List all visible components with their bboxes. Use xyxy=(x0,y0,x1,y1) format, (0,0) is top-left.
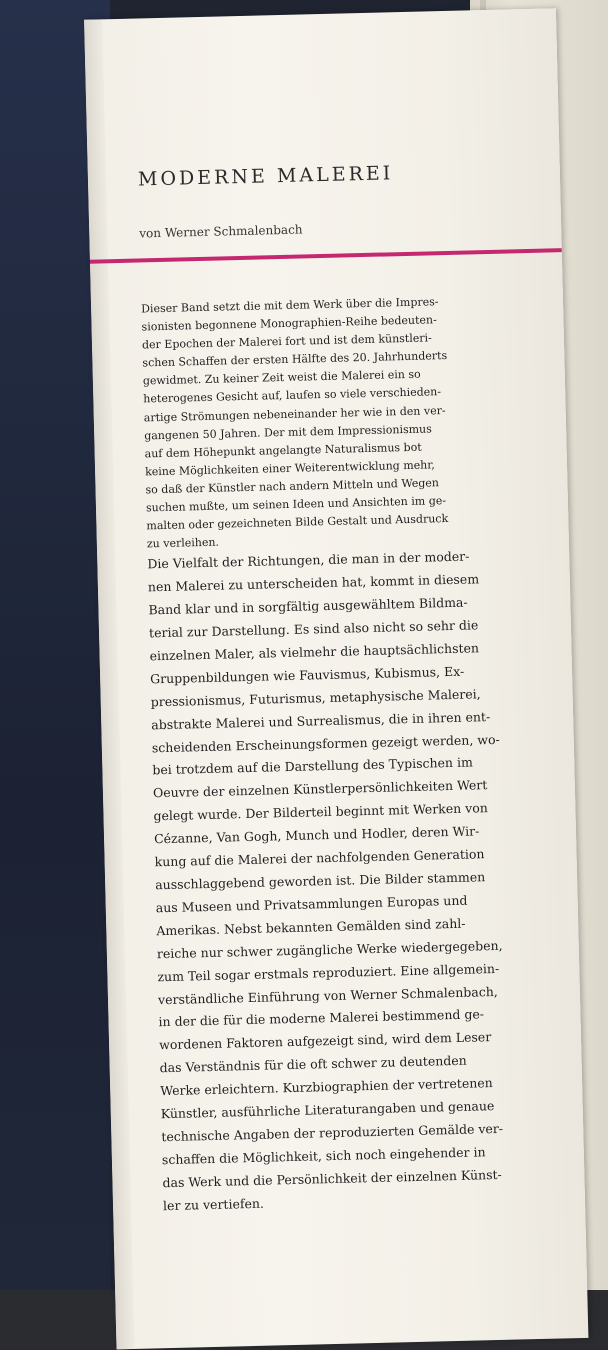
text-line: terial zur Darstellung. Es sind also nicht so sehr die xyxy=(148,617,479,641)
text-line: einzelnen Maler, als vielmehr die hauptsächlichsten xyxy=(149,640,480,664)
text-line: kung auf die Malerei der nachfolgenden Generation xyxy=(154,846,485,870)
text-line: scheidenden Erscheinungsformen gezeigt werden, wo- xyxy=(151,731,500,755)
text-line: abstrakte Malerei und Surrealismus, die in ihren ent- xyxy=(151,708,491,732)
text-line: zum Teil sogar erstmals reproduziert. Eine allgemein- xyxy=(157,960,500,984)
text-line: pressionismus, Futurismus, metaphysische Malerei, xyxy=(150,686,481,710)
text-line: gewidmet. Zu keiner Zeit weist die Malerei ein so xyxy=(142,368,421,388)
text-line: schaffen die Möglichkeit, sich noch eingehender in xyxy=(161,1144,486,1168)
text-line: ausschlaggebend geworden ist. Die Bilder stammen xyxy=(155,869,486,893)
text-line: malten oder gezeichneten Bilde Gestalt und Ausdruck xyxy=(146,512,449,533)
text-line: nen Malerei zu unterscheiden hat, kommt in diesem xyxy=(147,571,480,595)
author-line: von Werner Schmalenbach xyxy=(139,222,303,241)
text-line: in der die für die moderne Malerei bestimmend ge- xyxy=(158,1006,485,1030)
text-line: artige Strömungen nebeneinander her wie in den ver- xyxy=(143,403,446,424)
text-line: bei trotzdem auf die Darstellung des Typischen im xyxy=(152,754,473,778)
text-line: wordenen Faktoren aufgezeigt sind, wird dem Leser xyxy=(158,1029,492,1053)
text-line: heterogenes Gesicht auf, laufen so viele verschieden- xyxy=(143,385,442,406)
text-line: verständliche Einführung von Werner Schmalenbach, xyxy=(157,983,498,1007)
text-line: schen Schaffen der ersten Hälfte des 20. Jahrhunderts xyxy=(142,349,448,370)
text-line: suchen mußte, um seinen Ideen und Ansichten im ge- xyxy=(145,494,447,515)
text-line: der Epochen der Malerei fort und ist dem künstleri- xyxy=(141,331,432,352)
text-line: Künstler, ausführliche Literaturangaben und genaue xyxy=(160,1098,495,1122)
text-line: auf dem Höhepunkt angelangte Naturalismus bot xyxy=(144,440,422,461)
text-line: gangenen 50 Jahren. Der mit dem Impressionismus xyxy=(144,422,432,443)
text-line: das Werk und die Persönlichkeit der einzelnen Künst- xyxy=(162,1166,502,1190)
text-line: Werke erleichtern. Kurzbiographien der vertretenen xyxy=(160,1075,493,1099)
text-line: Oeuvre der einzelnen Künstlerpersönlichkeiten Wert xyxy=(152,777,488,801)
text-line: Gruppenbildungen wie Fauvismus, Kubismus, Ex- xyxy=(150,663,465,687)
text-line: Dieser Band setzt die mit dem Werk über die Impres- xyxy=(140,295,439,316)
text-line: gelegt wurde. Der Bilderteil beginnt mit Werken von xyxy=(153,800,488,824)
text-line: technische Angaben der reproduzierten Gemälde ver- xyxy=(161,1120,504,1145)
blurb-text xyxy=(141,291,535,1217)
book-title: MODERNE MALEREI xyxy=(137,162,394,191)
blurb-paragraph-1 xyxy=(141,291,519,553)
dust-jacket-flap xyxy=(84,8,588,1349)
text-line: zu verleihen. xyxy=(146,535,220,551)
accent-rule xyxy=(90,248,562,264)
text-line: ler zu vertiefen. xyxy=(162,1195,265,1213)
text-line: reiche nur schwer zugängliche Werke wiedergegeben, xyxy=(156,937,503,961)
text-line: sionisten begonnene Monographien-Reihe bedeuten- xyxy=(141,313,437,334)
blurb-paragraph-2 xyxy=(147,545,535,1218)
text-line: keine Möglichkeiten einer Weiterentwicklung mehr, xyxy=(144,458,435,479)
text-line: Cézanne, Van Gogh, Munch und Hodler, deren Wir- xyxy=(153,823,480,847)
text-line: aus Museen und Privatsammlungen Europas und xyxy=(155,892,468,916)
text-line: so daß der Künstler nach andern Mitteln und Wegen xyxy=(145,476,440,497)
text-line: Amerikas. Nebst bekannten Gemälden sind zahl- xyxy=(156,915,466,939)
text-line: Die Vielfalt der Richtungen, die man in der moder- xyxy=(147,548,470,572)
text-line: Band klar und in sorgfältig ausgewähltem Bildma- xyxy=(148,594,468,618)
text-line: das Verständnis für die oft schwer zu deutenden xyxy=(159,1052,467,1076)
